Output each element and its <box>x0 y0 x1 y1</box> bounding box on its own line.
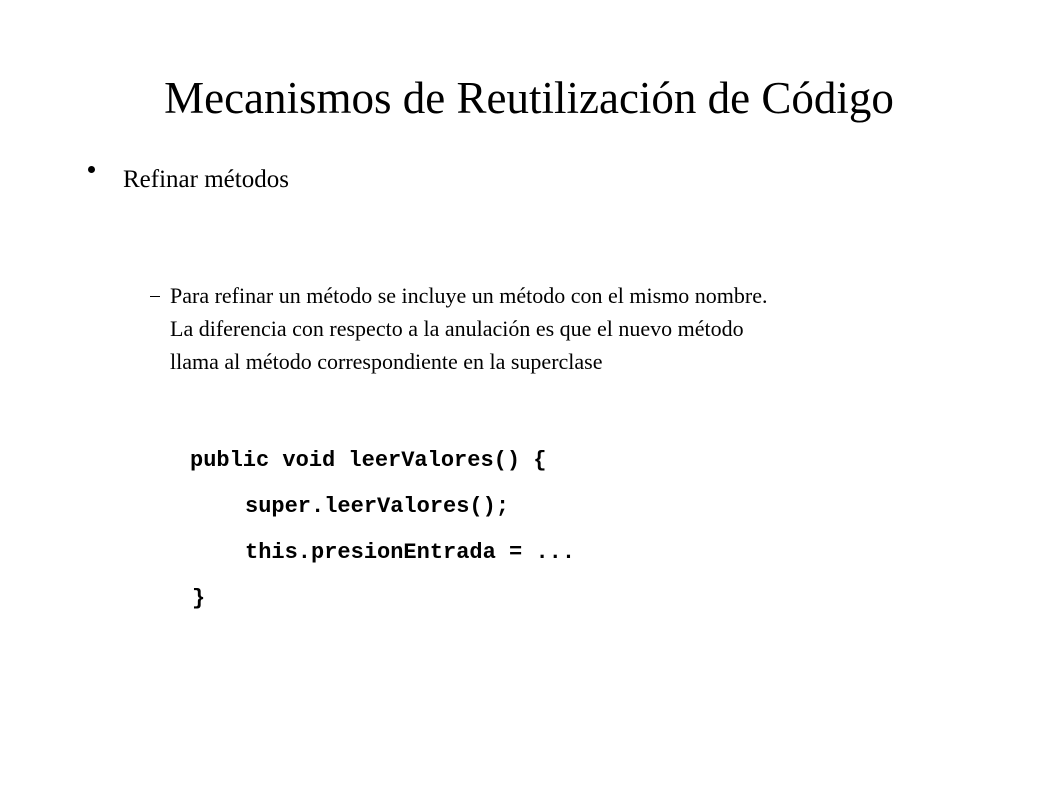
dash-icon <box>150 296 160 297</box>
bullet-item <box>88 162 289 193</box>
sub-bullet-line-3: llama al método correspondiente en la superclase <box>170 349 603 374</box>
slide-title: Mecanismos de Reutilización de Código <box>164 73 894 123</box>
sub-bullet-line-1: Para refinar un método se incluye un método con el mismo nombre. <box>170 283 768 308</box>
code-line-3: this.presionEntrada = ... <box>245 540 576 565</box>
bullet-text: Refinar métodos <box>123 166 289 193</box>
code-line-2: super.leerValores(); <box>245 494 510 519</box>
code-line-4: } <box>192 586 206 611</box>
sub-bullet-line-2: La diferencia con respecto a la anulación es que el nuevo método <box>170 316 744 341</box>
code-line-1: public void leerValores() { <box>190 448 547 473</box>
bullet-dot-icon <box>88 166 95 173</box>
